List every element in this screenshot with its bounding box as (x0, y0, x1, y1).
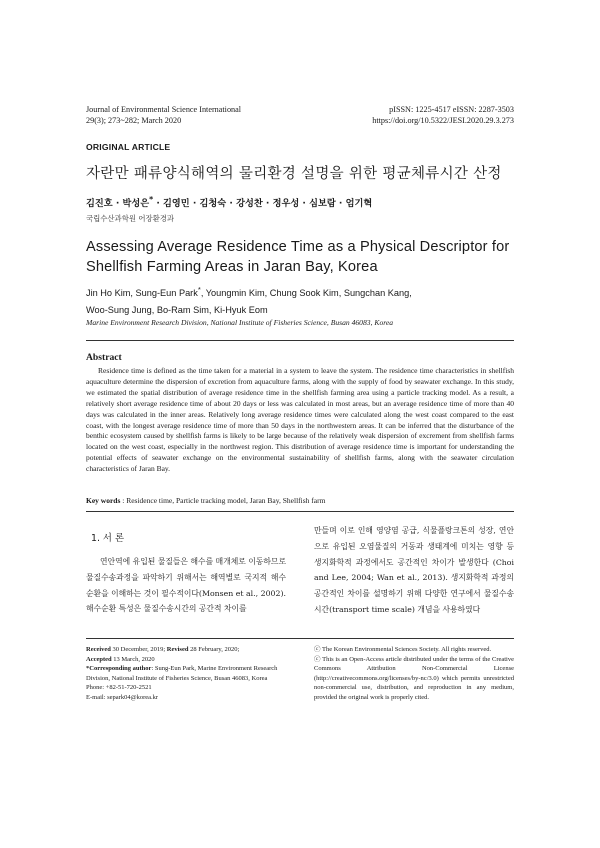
received-label: Received (86, 646, 111, 653)
english-title-line-1: Assessing Average Residence Time as a Physical Descriptor for (86, 239, 510, 255)
english-affiliation: Marine Environment Research Division, National Institute of Fisheries Science, Busan 46083, Korea (86, 318, 394, 327)
issn: pISSN: 1225-4517 eISSN: 2287-3503 (389, 105, 514, 114)
identifier-info (372, 104, 514, 126)
corresponding-author (86, 664, 286, 683)
intro-right-column: 만들며 이로 인해 영양염 공급, 식물플랑크톤의 성장, 연안으로 유입된 오염물질의 거동과 생태계에 미치는 영향 등 생지화학적 과정에서도 공간적인 차이가 발생한다 (Choi and Lee, 2004; Wan et al., 2013). 생지화학적 과정의 공간적인 차이를 설명하기 위해 다양한 연구에서 물질수송시간(transport time scale) 개념을 사용하였다 (314, 526, 514, 614)
keywords-label: Key words (86, 496, 121, 505)
revised-date: 28 February, 2020; (188, 646, 240, 653)
accepted-label: Accepted (86, 655, 112, 663)
english-authors-line-1 (86, 281, 516, 302)
dates-line-2 (86, 655, 286, 665)
corresponding-mark-en: * (197, 285, 201, 294)
korean-authors (86, 195, 372, 209)
english-authors (86, 281, 516, 319)
intro-left-column: 연안역에 유입된 물질들은 해수를 매개체로 이동하므로 물질수송과정을 파악하기 위해서는 해역별로 국지적 해수순환을 이해하는 것이 필수적이다(Monsen et al., 2002). 해수순환 특성은 물질수송시간의 공간적 차이를 (86, 557, 286, 614)
korean-authors-rest: · 김영민 · 김청숙 · 강성찬 · 정우성 · 심보람 · 엄기혁 (153, 198, 373, 210)
journal-volume: 29(3); 273~282; March 2020 (86, 116, 182, 125)
journal-name: Journal of Environmental Science International (86, 105, 242, 114)
korean-authors-first: 김진호 · 박성은 (86, 198, 150, 210)
article-type: ORIGINAL ARTICLE (86, 142, 171, 152)
divider-footnote (86, 638, 514, 639)
journal-info (86, 104, 241, 126)
korean-affiliation: 국립수산과학원 어장환경과 (86, 214, 175, 223)
divider-abstract (86, 511, 514, 512)
english-authors-line-2: Woo-Sung Jung, Bo-Ram Sim, Ki-Hyuk Eom (86, 305, 268, 316)
doi-link[interactable]: https://doi.org/10.5322/JESI.2020.29.3.273 (372, 116, 514, 125)
abstract-text: Residence time is defined as the time taken for a material in a system to leave the system. The residence time characteristics in shellfish aquaculture determine the dispersion of excretion from aquaculture farms, along with the supply of food by seawater exchange. In this study, we estimated the spatial distribution of average residence time in the shellfish farming area using a particle tracking model. As a result, a relatively short average residence time of about 20 days or less was calculated in most areas, but an average residence time of more than 40 days was calculated in the inner areas. Relatively long average residence times were calculated along the west coast compared to the east coast, with the longest average residence time of more than 50 days in the northwestern areas. It can be inferred that the disturbance of the benthic ecosystem caused by shellfish farms is likely to be large because of the relatively weak dispersion of excrement from shellfish farms located on the west coast, especially in the northwest region. This distribution of average residence time is important for understanding the potential effects of seawater exchange on the environmental sustainability of shellfish farms, along with the seawater circulation characteristics of Jaran Bay. (86, 366, 514, 474)
copyright: ⓒ The Korean Environmental Sciences Society. All rights reserved. (314, 646, 492, 653)
article-history (86, 645, 286, 702)
email[interactable]: E-mail: separk04@korea.kr (86, 693, 159, 701)
revised-label: Revised (166, 646, 189, 653)
section-heading-introduction: 1. 서 론 (91, 533, 125, 544)
keywords (86, 496, 514, 505)
english-title (86, 237, 526, 277)
accepted-date: 13 March, 2020 (111, 655, 155, 663)
keywords-text: : Residence time, Particle tracking model, Jaran Bay, Shellfish farm (120, 496, 326, 505)
divider-top (86, 340, 514, 341)
abstract-heading: Abstract (86, 352, 122, 363)
english-authors-rest: , Youngmin Kim, Chung Sook Kim, Sungchan Kang, (200, 288, 412, 299)
license-notice (314, 645, 514, 702)
corresponding-mark: * (149, 195, 154, 204)
received-date: 30 December, 2019; (110, 646, 167, 653)
corresponding-label: *Corresponding author (86, 665, 152, 672)
english-title-line-2: Shellfish Farming Areas in Jaran Bay, Korea (86, 259, 378, 275)
phone: Phone: +82-51-720-2521 (86, 684, 152, 691)
english-authors-first: Jin Ho Kim, Sung-Eun Park (86, 288, 198, 299)
dates-line-1 (86, 645, 286, 655)
license-text: ⓒ This is an Open-Access article distributed under the terms of the Creative Commons Attribution Non-Commercial License (http://creativecommons.org/licenses/by-nc/3.0) which permits unrestricted non-commercial use, distribution, and reproduction in any medium, provided the original work is properly cited. (314, 655, 514, 701)
korean-title: 자란만 패류양식해역의 물리환경 설명을 위한 평균체류시간 산정 (86, 166, 502, 182)
corresponding-text: : Sung-Eun Park, Marine Environment Research Division, National Institute of Fisheries Science, Busan 46083, Korea (86, 665, 278, 682)
